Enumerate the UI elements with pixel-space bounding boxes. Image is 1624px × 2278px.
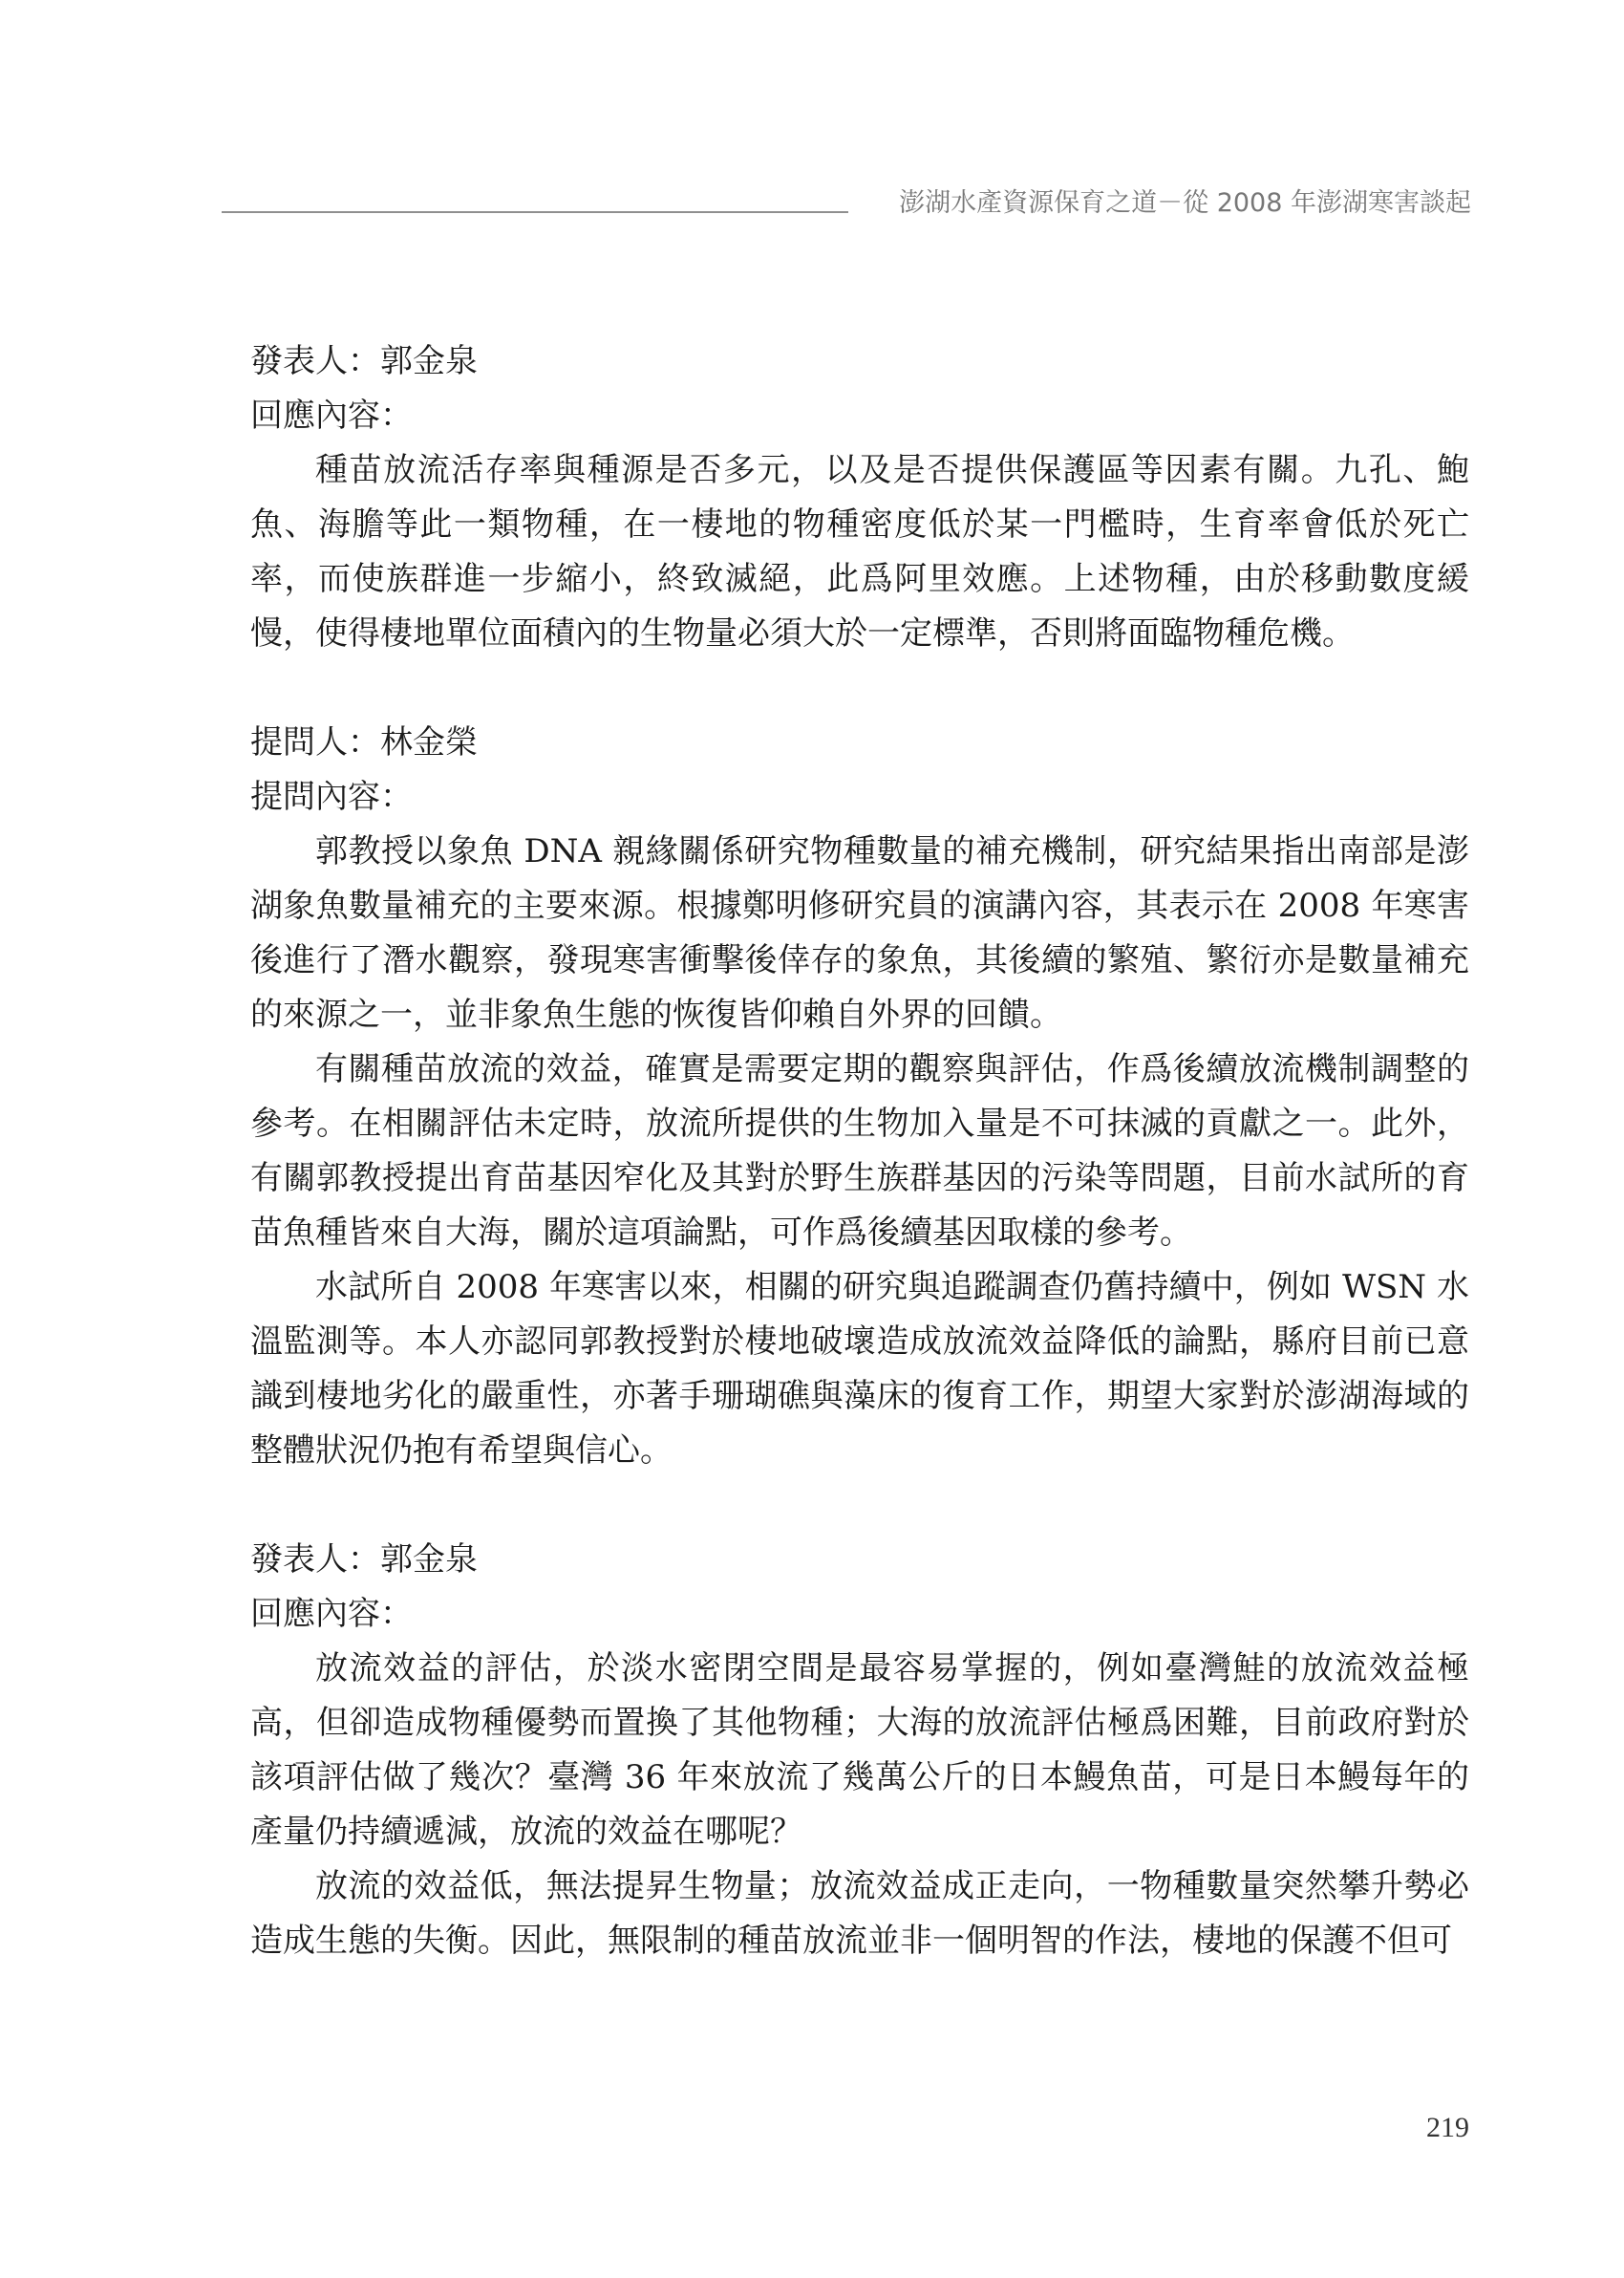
body-paragraph: 水試所自 2008 年寒害以來，相關的研究與追蹤調查仍舊持續中，例如 WSN 水溫監測等。本人亦認同郭教授對於棲地破壞造成放流效益降低的論點，縣府目前已意識到棲地劣化的嚴重性，亦著手珊瑚礁與藻床的復育工作，期望大家對於澎湖海域的整體狀況仍抱有希望與信心。 xyxy=(250,1268,1469,1470)
running-head: 澎湖水產資源保育之道－從 2008 年澎湖寒害談起 xyxy=(899,188,1471,218)
speaker-line: 提問人：林金榮 xyxy=(250,723,478,762)
speaker-line: 發表人：郭金泉 xyxy=(250,342,478,380)
header-rule xyxy=(222,211,848,213)
section-speaker-1-response xyxy=(250,334,1469,661)
body-paragraph: 放流效益的評估，於淡水密閉空間是最容易掌握的，例如臺灣鮭的放流效益極高，但卻造成物種優勢而置換了其他物種；大海的放流評估極爲困難，目前政府對於該項評估做了幾次？臺灣 36 年來放流了幾萬公斤的日本鰻魚苗，可是日本鰻每年的產量仍持續遞減，放流的效益在哪呢？ xyxy=(250,1649,1469,1851)
body-paragraph: 種苗放流活存率與種源是否多元，以及是否提供保護區等因素有關。九孔、鮑魚、海膽等此一類物種，在一棲地的物種密度低於某一門檻時，生育率會低於死亡率，而使族群進一步縮小，終致滅絕，此爲阿里效應。上述物種，由於移動數度緩慢，使得棲地單位面積內的生物量必須大於一定標準，否則將面臨物種危機。 xyxy=(250,451,1469,653)
content-label: 回應內容： xyxy=(250,397,413,435)
body-paragraph: 郭教授以象魚 DNA 親緣關係研究物種數量的補充機制，研究結果指出南部是澎湖象魚數量補充的主要來源。根據鄭明修研究員的演講內容，其表示在 2008 年寒害後進行了潛水觀察，發現寒害衝擊後倖存的象魚，其後續的繁殖、繁衍亦是數量補充的來源之一，並非象魚生態的恢復皆仰賴自外界的回饋。 xyxy=(250,832,1469,1034)
section-questioner-question xyxy=(250,716,1469,1478)
content-label: 回應內容： xyxy=(250,1595,413,1633)
page-number: 219 xyxy=(1426,2112,1469,2143)
section-speaker-2-response xyxy=(250,1533,1469,1968)
content-label: 提問內容： xyxy=(250,778,413,816)
speaker-line: 發表人：郭金泉 xyxy=(250,1540,478,1579)
body-paragraph: 有關種苗放流的效益，確實是需要定期的觀察與評估，作爲後續放流機制調整的參考。在相關評估未定時，放流所提供的生物加入量是不可抹滅的貢獻之一。此外，有關郭教授提出育苗基因窄化及其對於野生族群基因的污染等問題，目前水試所的育苗魚種皆來自大海，關於這項論點，可作爲後續基因取樣的參考。 xyxy=(250,1050,1469,1252)
page-body xyxy=(250,334,1469,1968)
body-paragraph: 放流的效益低，無法提昇生物量；放流效益成正走向，一物種數量突然攀升勢必造成生態的失衡。因此，無限制的種苗放流並非一個明智的作法，棲地的保護不但可 xyxy=(250,1867,1469,1960)
